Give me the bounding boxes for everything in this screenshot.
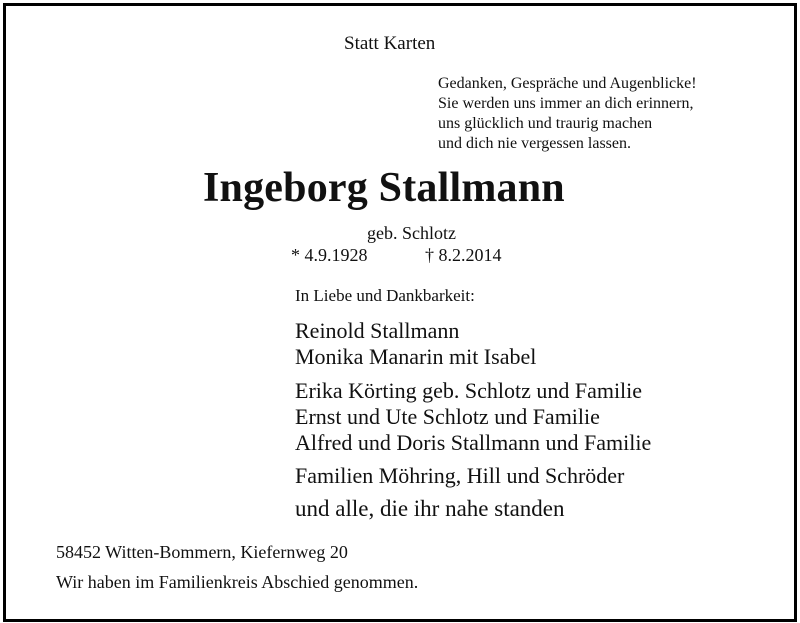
mourner-group (295, 463, 624, 489)
family-address: 58452 Witten-Bommern, Kiefernweg 20 (56, 542, 348, 562)
mourner-name: Reinold Stallmann (295, 318, 460, 343)
mourner-name: Alfred und Doris Stallmann und Familie (295, 430, 652, 455)
quote-line: und dich nie vergessen lassen. (438, 135, 631, 152)
mourner-group (295, 496, 565, 522)
farewell-note: Wir haben im Familienkreis Abschied genommen. (56, 572, 419, 592)
quote-line: Gedanken, Gespräche und Augenblicke! (438, 75, 697, 92)
quote-line: Sie werden uns immer an dich erinnern, (438, 95, 694, 112)
quote-line: uns glücklich und traurig machen (438, 115, 653, 132)
memorial-quote (438, 74, 697, 154)
deceased-name: Ingeborg Stallmann (203, 165, 565, 211)
mourner-name: Familien Möhring, Hill und Schröder (295, 463, 625, 488)
mourner-name: Monika Manarin mit Isabel (295, 344, 537, 369)
deceased-maiden-name: geb. Schlotz (367, 223, 456, 243)
mourner-name: Ernst und Ute Schlotz und Familie (295, 404, 600, 429)
mourner-group (295, 378, 651, 456)
mourner-name: Erika Körting geb. Schlotz und Familie (295, 378, 643, 403)
birth-date: * 4.9.1928 (291, 245, 368, 265)
death-date: † 8.2.2014 (425, 245, 502, 265)
mourner-name: und alle, die ihr nahe standen (295, 496, 565, 521)
header-statt-karten: Statt Karten (344, 33, 436, 54)
mourner-group (295, 318, 536, 370)
dedication-line: In Liebe und Dankbarkeit: (295, 286, 475, 305)
